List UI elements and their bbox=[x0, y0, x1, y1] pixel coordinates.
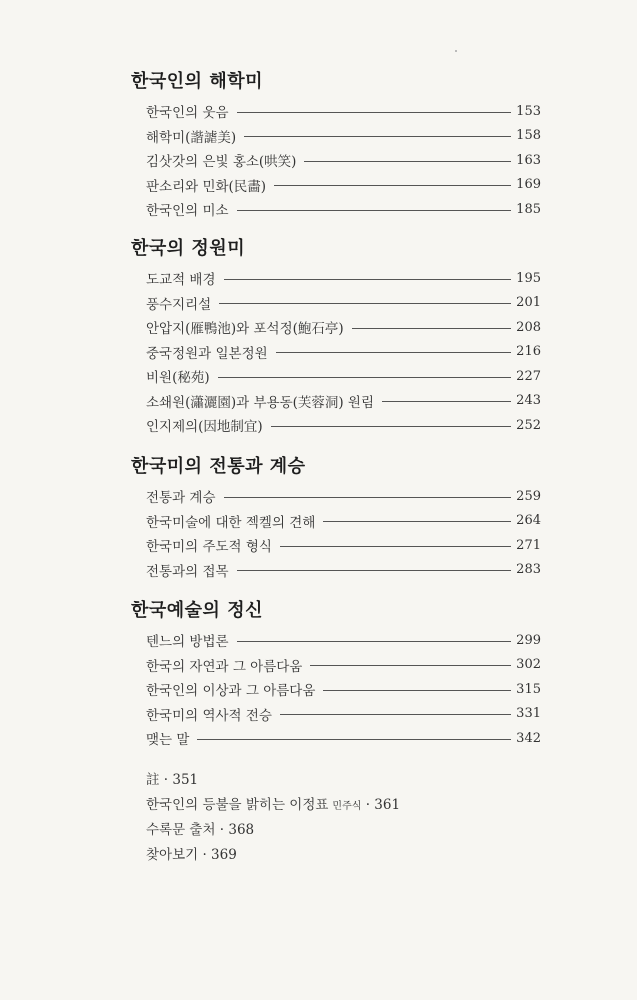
entry-title: 비원(秘苑) bbox=[146, 370, 210, 387]
entry-page: 315 bbox=[516, 681, 541, 697]
leader-line bbox=[274, 185, 511, 186]
toc-entry[interactable] bbox=[146, 677, 541, 702]
entry-title: 한국미의 주도적 형식 bbox=[146, 539, 272, 556]
toc-entry[interactable] bbox=[146, 173, 541, 198]
entry-page: 163 bbox=[516, 152, 541, 168]
leader-line bbox=[224, 279, 512, 280]
toc-entry[interactable] bbox=[146, 389, 541, 414]
leader-line bbox=[244, 136, 511, 137]
entry-page: 342 bbox=[516, 730, 541, 746]
entry-title: 전통과의 접목 bbox=[146, 563, 229, 580]
entry-page: 264 bbox=[516, 513, 541, 529]
notes-entry[interactable]: 註 · 351 bbox=[146, 772, 199, 788]
index-entry[interactable]: 찾아보기 · 369 bbox=[146, 847, 237, 863]
entry-title: 한국미의 역사적 전승 bbox=[146, 707, 272, 724]
entry-title: 한국미술에 대한 젝켈의 견해 bbox=[146, 514, 316, 531]
leader-line bbox=[197, 739, 511, 740]
leader-line bbox=[280, 714, 511, 715]
leader-line bbox=[224, 497, 512, 498]
toc-entry[interactable] bbox=[146, 509, 541, 534]
leader-line bbox=[280, 546, 511, 547]
entry-title: 판소리와 민화(民畵) bbox=[146, 178, 267, 195]
toc-section bbox=[131, 238, 541, 438]
toc-entry[interactable] bbox=[146, 558, 541, 583]
entry-page: 259 bbox=[516, 488, 541, 504]
leader-line bbox=[323, 521, 511, 522]
leader-line bbox=[310, 665, 511, 666]
leader-line bbox=[237, 641, 511, 642]
entry-page: 185 bbox=[516, 201, 541, 217]
section-title: 한국의 정원미 bbox=[131, 238, 246, 259]
entry-title: 중국정원과 일본정원 bbox=[146, 345, 268, 362]
toc-section bbox=[131, 71, 541, 222]
entry-title: 해학미(諧謔美) bbox=[146, 129, 237, 146]
entry-title: 한국의 자연과 그 아름다움 bbox=[146, 658, 303, 675]
toc-entry[interactable] bbox=[146, 533, 541, 558]
toc-entry[interactable] bbox=[146, 197, 541, 222]
sources-entry[interactable]: 수록문 출처 · 368 bbox=[146, 822, 255, 838]
page-speck bbox=[455, 50, 457, 52]
entry-title: 도교적 배경 bbox=[146, 272, 216, 289]
toc-entry[interactable] bbox=[146, 315, 541, 340]
leader-line bbox=[352, 328, 511, 329]
toc-entry[interactable] bbox=[146, 484, 541, 509]
section-title: 한국미의 전통과 계승 bbox=[131, 456, 306, 477]
toc-entry[interactable] bbox=[146, 413, 541, 438]
entry-page: 216 bbox=[516, 344, 541, 360]
entry-title: 안압지(雁鴨池)와 포석정(鮑石亭) bbox=[146, 321, 344, 338]
leader-line bbox=[304, 161, 511, 162]
entry-title: 전통과 계승 bbox=[146, 490, 216, 507]
toc-entry[interactable] bbox=[146, 364, 541, 389]
toc-entry[interactable] bbox=[146, 340, 541, 365]
entry-page: 243 bbox=[516, 393, 541, 409]
toc-section bbox=[131, 600, 541, 751]
entry-page: 252 bbox=[516, 417, 541, 433]
entry-title: 인지제의(因地制宜) bbox=[146, 419, 263, 436]
entry-page: 169 bbox=[516, 177, 541, 193]
entry-page: 283 bbox=[516, 562, 541, 578]
entry-title: 소쇄원(瀟灑園)과 부용동(芙蓉洞) 원림 bbox=[146, 394, 375, 411]
leader-line bbox=[237, 112, 511, 113]
afterword-author: 민주식 bbox=[332, 801, 362, 812]
toc-entry[interactable] bbox=[146, 628, 541, 653]
entry-title: 한국인의 미소 bbox=[146, 203, 229, 220]
back-matter bbox=[146, 768, 526, 868]
entry-page: 299 bbox=[516, 632, 541, 648]
toc-entry[interactable] bbox=[146, 726, 541, 751]
leader-line bbox=[271, 426, 511, 427]
entry-page: 208 bbox=[516, 319, 541, 335]
entry-page: 227 bbox=[516, 368, 541, 384]
leader-line bbox=[382, 401, 511, 402]
entry-title: 풍수지리설 bbox=[146, 296, 212, 313]
afterword-entry[interactable] bbox=[146, 793, 526, 818]
leader-line bbox=[323, 690, 511, 691]
toc-entry[interactable] bbox=[146, 148, 541, 173]
entry-page: 195 bbox=[516, 270, 541, 286]
toc-section bbox=[131, 456, 541, 582]
entry-page: 201 bbox=[516, 295, 541, 311]
entry-page: 153 bbox=[516, 103, 541, 119]
leader-line bbox=[219, 303, 511, 304]
leader-line bbox=[218, 377, 511, 378]
toc-entry[interactable] bbox=[146, 702, 541, 727]
entry-title: 한국인의 웃음 bbox=[146, 105, 229, 122]
entry-title: 김삿갓의 은빛 홍소(哄笑) bbox=[146, 154, 297, 171]
toc-entry[interactable] bbox=[146, 99, 541, 124]
toc-entry[interactable] bbox=[146, 653, 541, 678]
entry-title: 맺는 말 bbox=[146, 732, 190, 749]
entry-title: 한국인의 이상과 그 아름다움 bbox=[146, 683, 316, 700]
entry-page: 271 bbox=[516, 537, 541, 553]
section-title: 한국인의 해학미 bbox=[131, 71, 263, 92]
entry-page: 158 bbox=[516, 128, 541, 144]
entry-title: 텐느의 방법론 bbox=[146, 634, 229, 651]
leader-line bbox=[276, 352, 511, 353]
toc-entry[interactable] bbox=[146, 266, 541, 291]
entry-page: 331 bbox=[516, 706, 541, 722]
afterword-page: · 361 bbox=[361, 797, 401, 813]
toc-entry[interactable] bbox=[146, 124, 541, 149]
leader-line bbox=[237, 210, 511, 211]
leader-line bbox=[237, 570, 511, 571]
afterword-title: 한국인의 등불을 밝히는 이정표 bbox=[146, 797, 329, 813]
toc-entry[interactable] bbox=[146, 291, 541, 316]
section-title: 한국예술의 정신 bbox=[131, 600, 263, 621]
entry-page: 302 bbox=[516, 657, 541, 673]
